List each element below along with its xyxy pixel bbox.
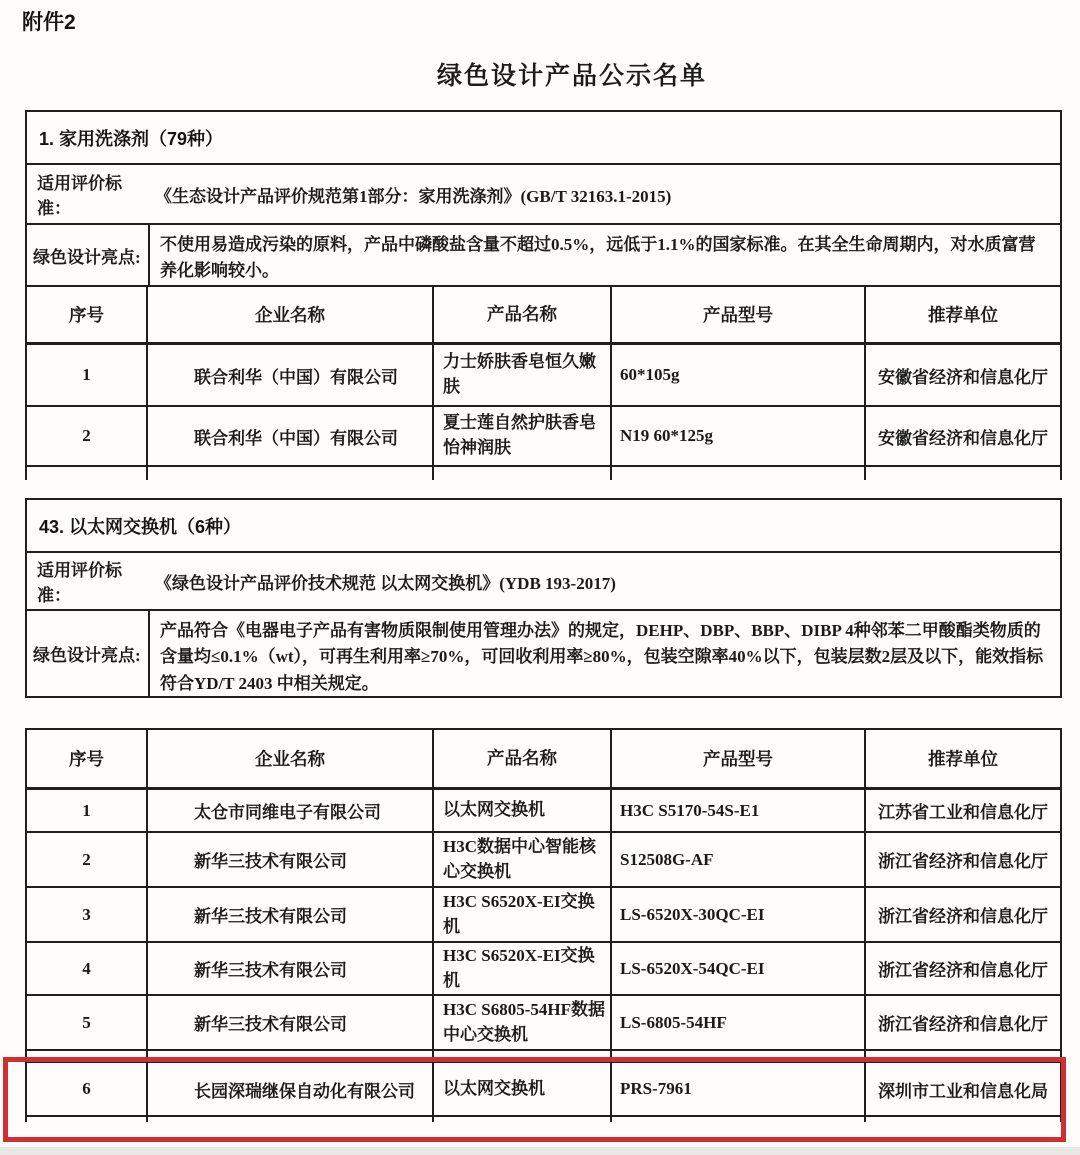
highlight-label: 绿色设计亮点: <box>27 611 150 696</box>
section43-standard-row <box>27 553 1060 611</box>
column-header-recommender: 推荐单位 <box>928 749 998 769</box>
column-header-company: 企业名称 <box>148 730 434 787</box>
red-highlight-box <box>3 1057 1066 1142</box>
table-row <box>27 407 1060 467</box>
table-row <box>27 790 1060 833</box>
cell-recommender: 浙江省经济和信息化厅 <box>878 907 1048 926</box>
cell-product: 夏士莲自然护肤香皂怡神润肤 <box>434 407 612 465</box>
cell-serial: 1 <box>27 790 148 831</box>
cell-serial: 3 <box>27 888 148 941</box>
table-row <box>27 943 1060 996</box>
standard-label: 适用评价标准： <box>37 561 122 605</box>
section43-highlight-row <box>27 611 1060 696</box>
section43-heading-row <box>27 500 1060 553</box>
cell-product: H3C S6520X-EI交换机 <box>434 888 612 941</box>
column-header-model: 产品型号 <box>612 730 866 787</box>
cell-model: LS-6520X-54QC-EI <box>612 943 866 994</box>
column-header-product: 产品名称 <box>434 730 612 787</box>
cell-product: H3C S6520X-EI交换机 <box>434 943 612 994</box>
cell-model: LS-6520X-30QC-EI <box>612 888 866 941</box>
highlight-value: 产品符合《电器电子产品有害物质限制使用管理办法》的规定，DEHP、DBP、BBP、DIBP 4种邻苯二甲酸酯类物质的含量均≤0.1%（wt），可再生利用率≥70%，可回收利用率≥80%，包装空隙率40%以下，包装层数2层及以下，能效指标符合YD/T 2403 中相关规定。 <box>160 621 1044 693</box>
cell-serial: 6 <box>27 1063 148 1115</box>
truncated-row <box>27 467 1060 480</box>
table-row <box>27 345 1060 407</box>
highlight-label: 绿色设计亮点: <box>27 225 150 285</box>
cell-model: LS-6805-54HF <box>612 996 866 1049</box>
cell-company: 新华三技术有限公司 <box>148 833 434 886</box>
cell-recommender: 浙江省经济和信息化厅 <box>878 961 1048 980</box>
cell-company: 新华三技术有限公司 <box>148 996 434 1049</box>
cell-model: H3C S5170-54S-E1 <box>612 790 866 831</box>
cell-serial: 2 <box>27 833 148 886</box>
cell-recommender: 浙江省经济和信息化厅 <box>878 852 1048 871</box>
cell-model: PRS-7961 <box>612 1063 866 1115</box>
table-row <box>27 833 1060 888</box>
cell-recommender: 浙江省经济和信息化厅 <box>878 1015 1048 1034</box>
scan-edge-band <box>0 1147 1080 1155</box>
cell-serial: 1 <box>27 345 148 405</box>
section1-heading-row <box>27 112 1060 165</box>
column-header-recommender: 推荐单位 <box>928 305 998 325</box>
cell-product: 以太网交换机 <box>434 790 612 831</box>
cell-recommender: 安徽省经济和信息化厅 <box>878 367 1048 387</box>
cell-company: 联合利华（中国）有限公司 <box>148 407 434 465</box>
cell-serial: 4 <box>27 943 148 994</box>
cell-company: 长园深瑞继保自动化有限公司 <box>148 1063 434 1115</box>
cell-serial: 2 <box>27 407 148 465</box>
cell-product: H3C数据中心智能核心交换机 <box>434 833 612 886</box>
section1-heading: 1. 家用洗涤剂（79种） <box>39 128 224 149</box>
cell-company: 新华三技术有限公司 <box>148 943 434 994</box>
cell-company: 太仓市同维电子有限公司 <box>148 790 434 831</box>
section43-heading: 43. 以太网交换机（6种） <box>39 516 242 537</box>
cell-product: 以太网交换机 <box>434 1063 612 1115</box>
attachment-label: 附件2 <box>22 11 76 34</box>
cell-recommender: 江苏省工业和信息化厅 <box>878 803 1048 822</box>
column-header-product: 产品名称 <box>434 287 612 342</box>
standard-value: 《绿色设计产品评价技术规范 以太网交换机》(YDB 193-2017) <box>155 573 616 593</box>
cell-product: 力士娇肤香皂恒久嫩肤 <box>434 345 612 405</box>
highlight-value: 不使用易造成污染的原料，产品中磷酸盐含量不超过0.5%，远低于1.1%的国家标准。在其全生命周期内，对水质富营养化影响较小。 <box>160 235 1036 281</box>
standard-label: 适用评价标准： <box>37 174 122 218</box>
page-title: 绿色设计产品公示名单 <box>436 62 707 90</box>
column-header-serial: 序号 <box>27 730 148 787</box>
section1-standard-row <box>27 165 1060 225</box>
cell-company: 联合利华（中国）有限公司 <box>148 345 434 405</box>
table-row <box>27 996 1060 1051</box>
cell-model: 60*105g <box>612 345 866 405</box>
section1-highlight-row <box>27 225 1060 287</box>
cell-model: S12508G-AF <box>612 833 866 886</box>
standard-value: 《生态设计产品评价规范第1部分：家用洗涤剂》(GB/T 32163.1-2015) <box>155 186 672 206</box>
table-row <box>27 888 1060 943</box>
cell-company: 新华三技术有限公司 <box>148 888 434 941</box>
section43-header-row <box>27 730 1060 790</box>
column-header-serial: 序号 <box>27 287 148 342</box>
cell-recommender: 安徽省经济和信息化厅 <box>878 428 1048 448</box>
cell-recommender: 深圳市工业和信息化局 <box>878 1081 1048 1101</box>
section1-header-row <box>27 287 1060 345</box>
cell-model: N19 60*125g <box>612 407 866 465</box>
section1-table <box>25 110 1062 480</box>
column-header-model: 产品型号 <box>612 287 866 342</box>
column-header-company: 企业名称 <box>148 287 434 342</box>
cell-serial: 5 <box>27 996 148 1049</box>
cell-product: H3C S6805-54HF数据中心交换机 <box>434 996 612 1049</box>
section43-info-box <box>25 498 1062 698</box>
